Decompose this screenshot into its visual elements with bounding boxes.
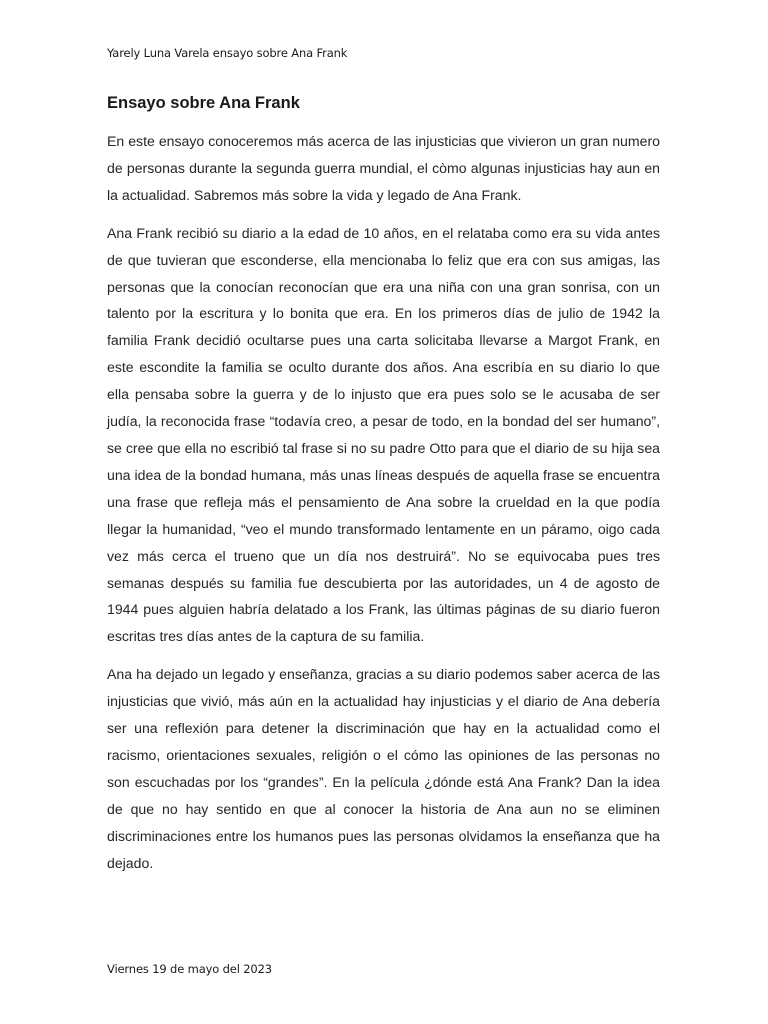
paragraph-conclusion: Ana ha dejado un legado y enseñanza, gracias a su diario podemos saber acerca de las injusticias que vivió, más aún en la actualidad hay injusticias y el diario de Ana debería ser una reflexión para detener la discriminación que hay en la actualidad como el racismo, orientaciones sexuales, religión o el cómo las opiniones de las personas no son escuchadas por los “grandes”. En la película ¿dónde está Ana Frank? Dan la idea de que no hay sentido en que al conocer la historia de Ana aun no se eliminen discriminaciones entre los humanos pues las personas olvidamos la enseñanza que ha dejado. — [107, 666, 660, 871]
document-body — [107, 92, 660, 887]
document-title: Ensayo sobre Ana Frank — [107, 94, 300, 112]
page-header: Yarely Luna Varela ensayo sobre Ana Frank — [107, 46, 348, 60]
paragraph-introduction: En este ensayo conoceremos más acerca de las injusticias que vivieron un gran numero de personas durante la segunda guerra mundial, el còmo algunas injusticias hay aun en la actualidad. Sabremos más sobre la vida y legado de Ana Frank. — [107, 133, 660, 203]
paragraph-body: Ana Frank recibió su diario a la edad de 10 años, en el relataba como era su vida antes de que tuvieran que esconderse, ella mencionaba lo feliz que era con sus amigas, las personas que la conocían reconocían que era una niña con una gran sonrisa, con un talento por la escritura y lo bonita que era. En los primeros días de julio de 1942 la familia Frank decidió ocultarse pues una carta solicitaba llevarse a Margot Frank, en este escondite la familia se oculto durante dos años. Ana escribía en su diario lo que ella pensaba sobre la guerra y de lo injusto que era pues solo se le acusaba de ser judía, la reconocida frase “todavía creo, a pesar de todo, en la bondad del ser humano”, se cree que ella no escribió tal frase si no su padre Otto para que el diario de su hija sea una idea de la bondad humana, más unas líneas después de aquella frase se encuentra una frase que refleja más el pensamiento de Ana sobre la crueldad en la que podía llegar la humanidad, “veo el mundo transformado lentamente en un páramo, oigo cada vez más cerca el trueno que un día nos destruirá”. No se equivocaba pues tres semanas después su familia fue descubierta por las autoridades, un 4 de agosto de 1944 pues alguien habría delatado a los Frank, las últimas páginas de su diario fueron escritas tres días antes de la captura de su familia. — [107, 224, 660, 645]
page-footer-date: Viernes 19 de mayo del 2023 — [107, 962, 272, 976]
